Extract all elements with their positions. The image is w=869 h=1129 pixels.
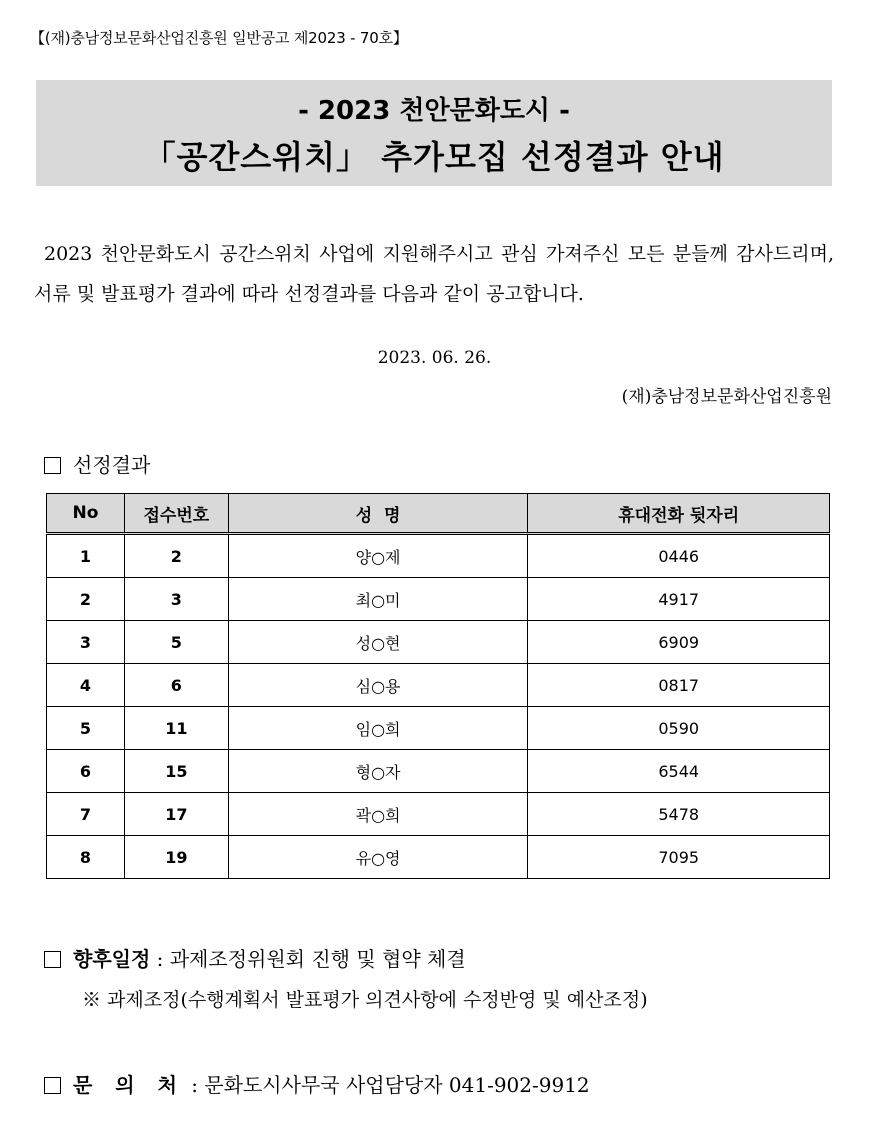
table-row bbox=[47, 578, 830, 621]
intro-paragraph: 2023 천안문화도시 공간스위치 사업에 지원해주시고 관심 가져주신 모든 분들께 감사드리며, 서류 및 발표평가 결과에 따라 선정결과를 다음과 같이 공고합니다. bbox=[34, 243, 834, 305]
cell-name: 곽○희 bbox=[228, 793, 528, 836]
table-row bbox=[47, 836, 830, 879]
announcement-date: 2023. 06. 26. bbox=[377, 348, 492, 368]
schedule-text: : 과제조정위원회 진행 및 협약 체결 bbox=[150, 947, 466, 971]
checkbox-square-icon bbox=[44, 951, 61, 968]
cell-no: 1 bbox=[47, 534, 125, 578]
cell-name: 유○영 bbox=[228, 836, 528, 879]
table-row bbox=[47, 793, 830, 836]
table-row bbox=[47, 664, 830, 707]
cell-name: 임○희 bbox=[228, 707, 528, 750]
cell-phone: 7095 bbox=[528, 836, 830, 879]
section-schedule bbox=[44, 943, 466, 972]
cell-reg-number: 15 bbox=[124, 750, 228, 793]
cell-reg-number: 19 bbox=[124, 836, 228, 879]
cell-reg-number: 6 bbox=[124, 664, 228, 707]
cell-phone: 0590 bbox=[528, 707, 830, 750]
cell-name: 양○제 bbox=[228, 534, 528, 578]
cell-phone: 5478 bbox=[528, 793, 830, 836]
cell-no: 2 bbox=[47, 578, 125, 621]
header-name: 성 명 bbox=[228, 494, 528, 534]
checkbox-square-icon bbox=[44, 1077, 61, 1094]
section-result-heading bbox=[44, 449, 150, 478]
table-row bbox=[47, 534, 830, 578]
cell-phone: 6544 bbox=[528, 750, 830, 793]
table-row bbox=[47, 750, 830, 793]
schedule-note: ※ 과제조정(수행계획서 발표평가 의견사항에 수정반영 및 예산조정) bbox=[82, 989, 648, 1011]
title-banner bbox=[36, 80, 832, 186]
title-line-1: - 2023 천안문화도시 - bbox=[298, 96, 570, 126]
cell-name: 형○자 bbox=[228, 750, 528, 793]
cell-no: 6 bbox=[47, 750, 125, 793]
cell-name: 최○미 bbox=[228, 578, 528, 621]
cell-name: 성○현 bbox=[228, 621, 528, 664]
cell-phone: 0817 bbox=[528, 664, 830, 707]
cell-reg-number: 2 bbox=[124, 534, 228, 578]
header-reg-number: 접수번호 bbox=[124, 494, 228, 534]
cell-phone: 0446 bbox=[528, 534, 830, 578]
page-title: 「공간스위치」 추가모집 선정결과 안내 bbox=[143, 138, 725, 176]
header-phone-suffix: 휴대전화 뒷자리 bbox=[528, 494, 830, 534]
cell-reg-number: 17 bbox=[124, 793, 228, 836]
organization-name: (재)충남정보문화산업진흥원 bbox=[621, 387, 832, 407]
cell-no: 8 bbox=[47, 836, 125, 879]
cell-reg-number: 3 bbox=[124, 578, 228, 621]
table-row bbox=[47, 707, 830, 750]
cell-no: 5 bbox=[47, 707, 125, 750]
contact-text: : 문화도시사무국 사업담당자 041-902-9912 bbox=[184, 1073, 590, 1097]
checkbox-square-icon bbox=[44, 457, 61, 474]
cell-phone: 6909 bbox=[528, 621, 830, 664]
notice-number: 【(재)충남정보문화산업진흥원 일반공고 제2023 - 70호】 bbox=[30, 29, 408, 47]
cell-name: 심○용 bbox=[228, 664, 528, 707]
selection-result-table bbox=[46, 493, 830, 879]
header-no: No bbox=[47, 494, 125, 534]
table-header-row bbox=[47, 494, 830, 534]
cell-reg-number: 11 bbox=[124, 707, 228, 750]
cell-no: 4 bbox=[47, 664, 125, 707]
cell-no: 3 bbox=[47, 621, 125, 664]
cell-no: 7 bbox=[47, 793, 125, 836]
section-result-title: 선정결과 bbox=[73, 453, 151, 477]
table-row bbox=[47, 621, 830, 664]
contact-label: 문 의 처 bbox=[73, 1073, 185, 1097]
section-contact bbox=[44, 1069, 590, 1098]
schedule-label: 향후일정 bbox=[73, 947, 151, 971]
cell-reg-number: 5 bbox=[124, 621, 228, 664]
cell-phone: 4917 bbox=[528, 578, 830, 621]
